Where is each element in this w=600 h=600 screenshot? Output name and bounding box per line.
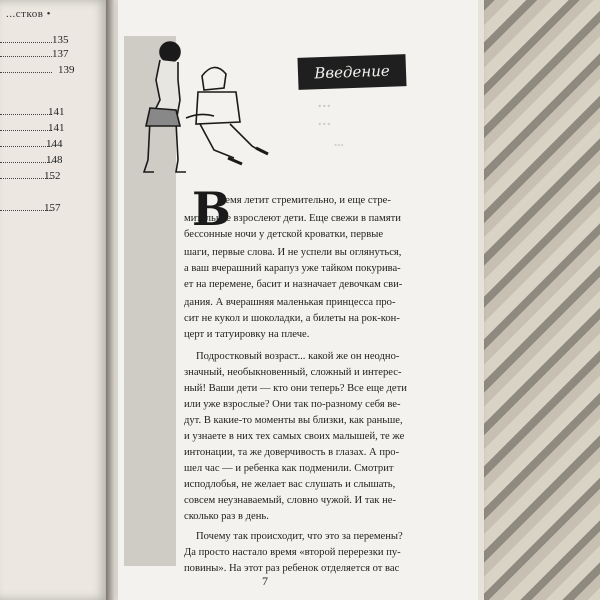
sitting-boy-illustration [186, 67, 268, 164]
page-number: 7 [262, 574, 268, 588]
toc-page-number: 144 [46, 138, 63, 150]
text-line: ет на перемене, басит и назначает девочкам сви- [184, 279, 403, 290]
text-line: и узнаете в них тех самых своих малышей, те же [184, 431, 405, 442]
text-line: исподлобья, не желает вас слушать и слышать, [184, 479, 396, 490]
text-line: ный! Ваши дети — кто они теперь? Все еще дети [184, 383, 407, 394]
text-line: дут. В какие-то моменты вы близки, как раньше, [184, 415, 403, 426]
faded-headline-line: ... [334, 134, 344, 149]
text-line: мительнее взрослеют дети. Еще свежи в памяти [184, 213, 401, 224]
text-line: Да просто настало время «второй перерезки пу- [184, 547, 401, 558]
text-line: Подростковый возраст... какой же он неодно- [196, 351, 400, 362]
chapter-heading: Введение [313, 61, 391, 83]
faded-headline-line: ... [318, 96, 332, 111]
toc-page-number: 141 [48, 106, 65, 118]
text-line: Почему так происходит, что это за перемены? [196, 531, 403, 542]
toc-page-number: 152 [44, 170, 61, 182]
standing-girl-illustration [144, 42, 186, 172]
text-line: сколько раз в день. [184, 511, 269, 522]
text-line: интонации, та же доверчивость в глазах. А про- [184, 447, 400, 458]
toc-page-number: 148 [46, 154, 63, 166]
faded-headline-line: ... [318, 114, 332, 129]
drop-cap: В [192, 182, 231, 236]
text-line: совсем неузнаваемый, словно чужой. И так не- [184, 495, 396, 506]
toc-page-number: 141 [48, 122, 65, 134]
text-line: шаги, первые слова. И не успели вы оглянуться, [184, 247, 402, 258]
toc-page-number: 137 [52, 48, 69, 60]
text-line: а ваш вчерашний карапуз уже тайком покурива- [184, 263, 401, 274]
text-line: церт и татуировку на плече. [184, 329, 310, 340]
text-line: дания. А вчерашняя маленькая принцесса про- [184, 297, 396, 308]
toc-page-number: 139 [58, 64, 75, 76]
text-line: сит не кукол и шоколадки, а билеты на рок-кон- [184, 313, 400, 324]
text-line: бессонные ночи у детской кроватки, первые [184, 229, 384, 240]
toc-heading: ...стков • [6, 8, 52, 20]
chapter-heading-banner [297, 54, 406, 90]
text-line: значный, необыкновенный, сложный и интерес- [184, 367, 402, 378]
text-line: или уже взрослые? Они так по-разному себя ве- [184, 399, 401, 410]
text-line: шел час — и ребенка как подменили. Смотрит [184, 463, 394, 474]
text-line: ремя летит стремительно, и еще стре- [220, 195, 391, 206]
toc-page-number: 135 [52, 34, 69, 46]
text-line: повины». На этот раз ребенок отделяется от вас [184, 563, 400, 574]
toc-page-number: 157 [44, 202, 61, 214]
